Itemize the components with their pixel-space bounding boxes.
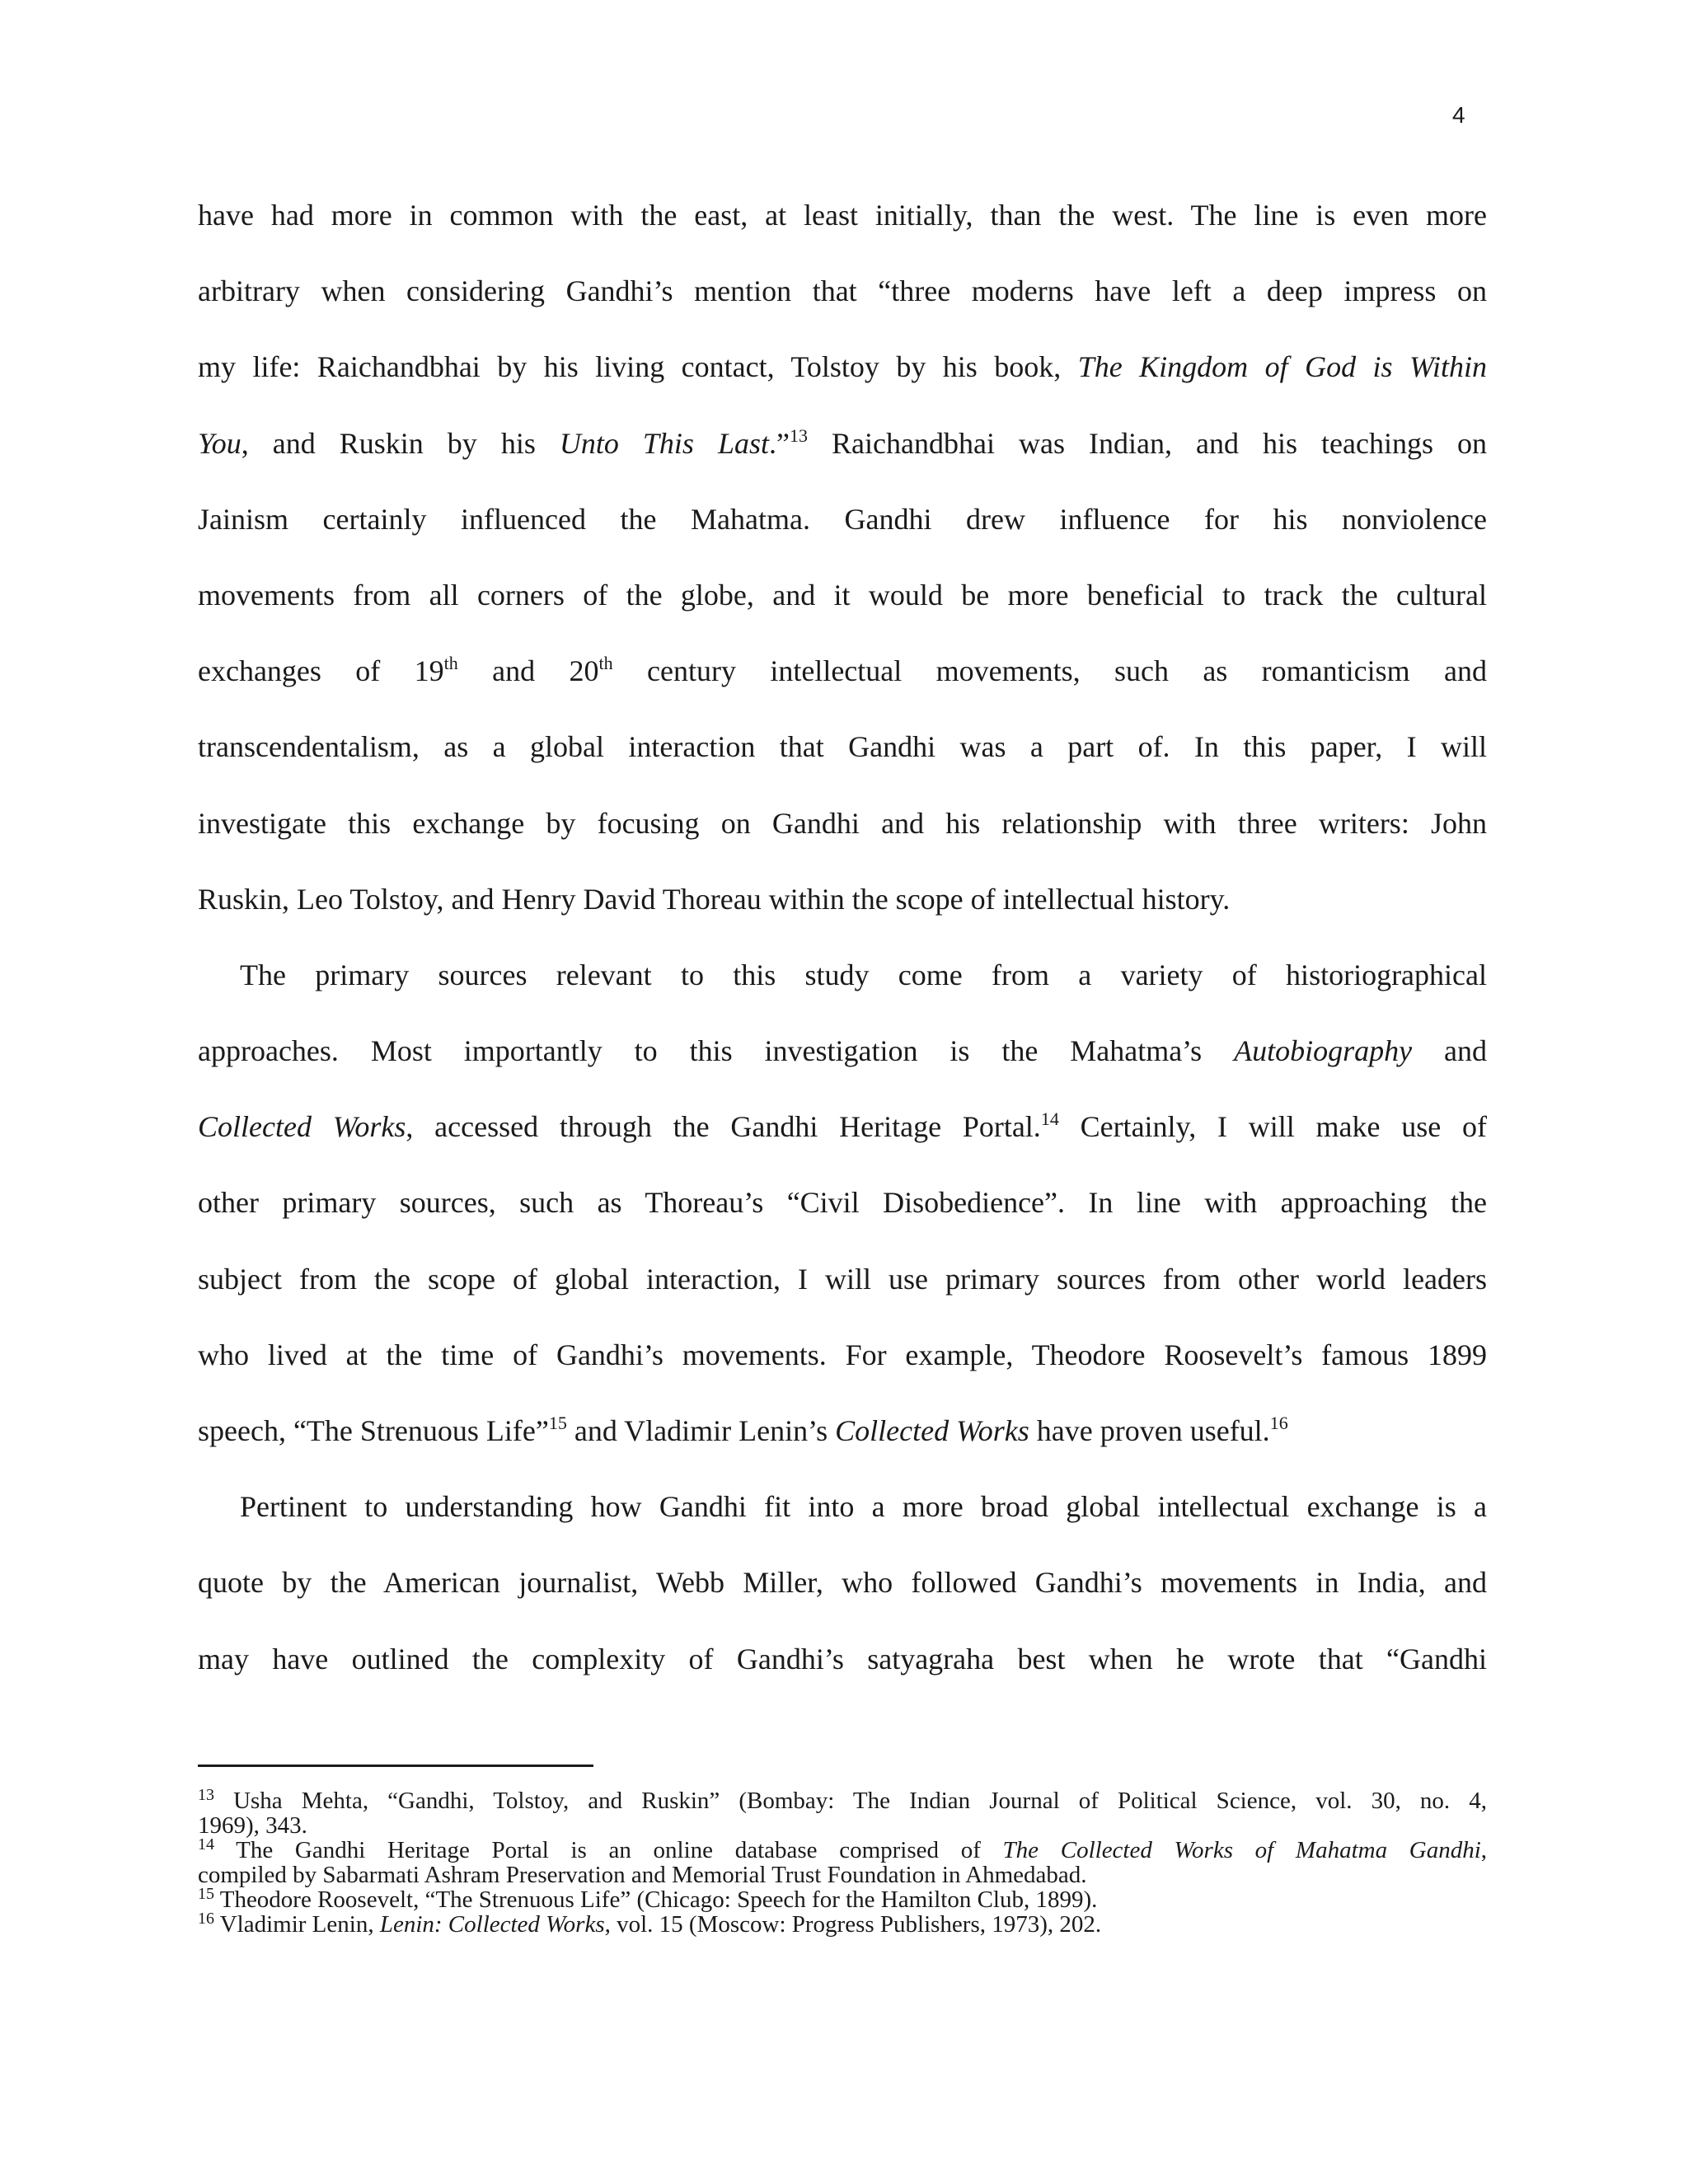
paragraph-1-line <box>198 195 1487 271</box>
book-title: Collected Works <box>835 1414 1029 1447</box>
paragraph-1-line <box>198 575 1487 651</box>
paragraph-1-line <box>198 879 1487 955</box>
text-run: other primary sources, such as Thoreau’s “Civil Disobedience”. In line with approaching the <box>198 1186 1487 1220</box>
paragraph-1-line <box>198 271 1487 347</box>
footnote-13 <box>198 1788 1487 1813</box>
footnote-ref-15: 15 <box>548 1413 567 1433</box>
paragraph-1-line <box>198 727 1487 803</box>
text-run: and Vladimir Lenin’s <box>566 1414 836 1447</box>
text-run: Ruskin, Leo Tolstoy, and Henry David Thoreau within the scope of intellectual history. <box>198 882 1231 916</box>
text-run: The primary sources relevant to this study come from a variety of historiographical <box>240 958 1487 991</box>
ordinal-suffix: th <box>598 653 613 674</box>
paragraph-2-line <box>198 955 1487 1031</box>
paragraph-2-line <box>198 1183 1487 1258</box>
book-title: Collected Works <box>198 1110 406 1144</box>
text-run: transcendentalism, as a global interaction that Gandhi was a part of. In this paper, I will <box>198 730 1487 764</box>
text-run: speech, “The Strenuous Life” <box>198 1414 549 1447</box>
text-run: , and Ruskin by his <box>241 426 560 460</box>
paragraph-3-line <box>198 1487 1487 1563</box>
text-run: Pertinent to understanding how Gandhi fit into a more broad global intellectual exchange is a <box>240 1490 1487 1524</box>
text-run: , accessed through the Gandhi Heritage Portal. <box>406 1110 1041 1144</box>
text-run: and 20 <box>457 654 599 688</box>
footnote-ref-16: 16 <box>1269 1413 1288 1433</box>
paragraph-2-line <box>198 1411 1487 1487</box>
text-run: investigate this exchange by focusing on Gandhi and his relationship with three writers: John <box>198 806 1487 840</box>
book-title: The Collected Works of Mahatma Gandhi <box>1002 1837 1481 1863</box>
paragraph-2-line <box>198 1259 1487 1335</box>
footnote-14 <box>198 1835 1487 1863</box>
text-run: subject from the scope of global interaction, I will use primary sources from other world leaders <box>198 1262 1487 1296</box>
footnote-text: Usha Mehta, “Gandhi, Tolstoy, and Ruskin” (Bombay: The Indian Journal of Political Science, vol. 30, no. 4, <box>214 1788 1487 1814</box>
text-run: may have outlined the complexity of Gandhi’s satyagraha best when he wrote that “Gandhi <box>198 1642 1487 1675</box>
text-run: my life: Raichandbhai by his living contact, Tolstoy by his book, <box>198 350 1078 384</box>
footnote-number: 16 <box>198 1910 214 1928</box>
text-run: have proven useful. <box>1029 1414 1270 1447</box>
book-title: Unto This Last <box>559 426 769 460</box>
text-run: Raichandbhai was Indian, and his teachings on <box>807 426 1487 460</box>
ordinal-suffix: th <box>443 653 458 674</box>
text-run: quote by the American journalist, Webb Miller, who followed Gandhi’s movements in India, and <box>198 1566 1487 1600</box>
footnote-text: Theodore Roosevelt, “The Strenuous Life” (Chicago: Speech for the Hamilton Club, 1899). <box>214 1886 1098 1913</box>
text-run: arbitrary when considering Gandhi’s mention that “three moderns have left a deep impress on <box>198 274 1487 308</box>
text-run: who lived at the time of Gandhi’s movements. For example, Theodore Roosevelt’s famous 1899 <box>198 1338 1487 1371</box>
book-title: The Kingdom of God is Within <box>1077 350 1487 384</box>
text-run: .” <box>769 426 790 460</box>
book-title: Lenin: Collected Works <box>379 1911 605 1938</box>
paragraph-1-line <box>198 424 1487 499</box>
footnote-text: The Gandhi Heritage Portal is an online database comprised of <box>214 1837 1003 1863</box>
paragraph-2-line <box>198 1107 1487 1183</box>
footnote-ref-14: 14 <box>1040 1108 1059 1130</box>
text-run: century intellectual movements, such as romanticism and <box>612 654 1488 688</box>
footnote-14-cont <box>198 1863 1487 1887</box>
footnote-text: 1969), 343. <box>198 1812 307 1839</box>
text-run: Certainly, I will make use of <box>1058 1110 1487 1144</box>
text-run: have had more in common with the east, at least initially, than the west. The line is even more <box>198 199 1487 232</box>
paragraph-2-line <box>198 1031 1487 1107</box>
footnote-16 <box>198 1912 1487 1937</box>
paragraph-1-line <box>198 499 1487 575</box>
paragraph-1-line <box>198 651 1487 727</box>
footnote-number: 14 <box>198 1835 214 1854</box>
footnote-ref-13: 13 <box>789 424 808 446</box>
text-run: approaches. Most importantly to this investigation is the Mahatma’s <box>198 1034 1235 1068</box>
book-title: You <box>198 426 241 460</box>
paragraph-3-line <box>198 1563 1487 1638</box>
text-run: movements from all corners of the globe, and it would be more beneficial to track the cultural <box>198 578 1487 612</box>
footnote-15 <box>198 1887 1487 1912</box>
footnote-text: Vladimir Lenin, <box>214 1911 380 1938</box>
paragraph-1-line <box>198 804 1487 879</box>
footnote-text: compiled by Sabarmati Ashram Preservation and Memorial Trust Foundation in Ahmedabad. <box>198 1862 1087 1888</box>
paragraph-3-line <box>198 1639 1487 1715</box>
text-run: Jainism certainly influenced the Mahatma. Gandhi drew influence for his nonviolence <box>198 502 1487 536</box>
text-run: exchanges of 19 <box>198 654 444 688</box>
footnotes <box>198 1788 1487 1937</box>
page-number: 4 <box>1452 102 1465 128</box>
text-run: and <box>1412 1034 1488 1068</box>
footnote-number: 15 <box>198 1885 214 1903</box>
footnote-separator <box>198 1765 593 1767</box>
body-text <box>198 195 1487 1715</box>
footnote-13-cont <box>198 1813 1487 1838</box>
footnote-number: 13 <box>198 1786 214 1804</box>
footnote-text: , <box>1480 1837 1487 1863</box>
footnote-text: , vol. 15 (Moscow: Progress Publishers, 1973), 202. <box>604 1911 1102 1938</box>
paragraph-1-line <box>198 347 1487 423</box>
book-title: Autobiography <box>1234 1034 1413 1068</box>
paragraph-2-line <box>198 1335 1487 1411</box>
